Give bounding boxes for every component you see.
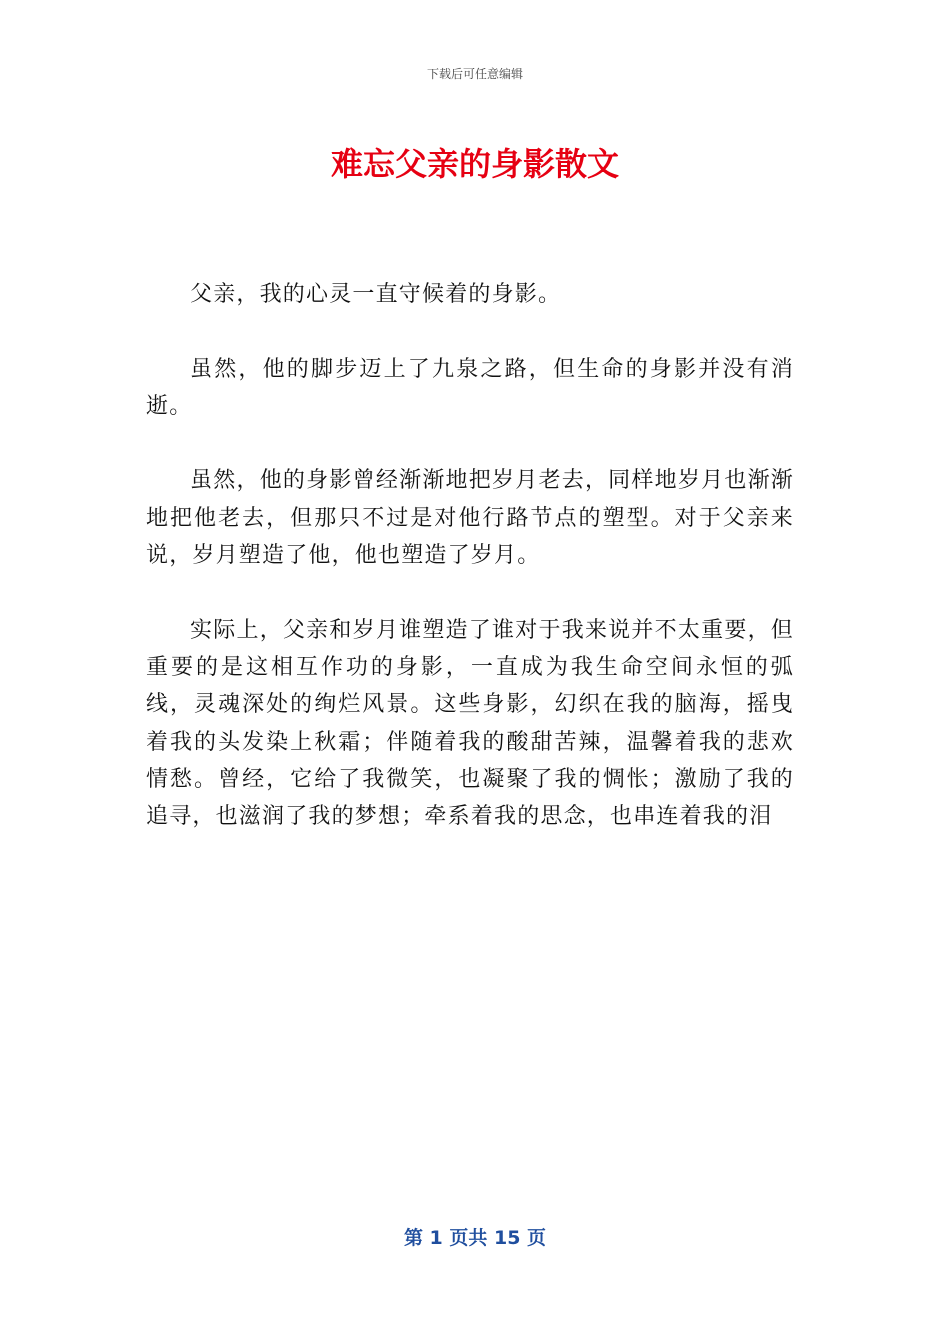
document-body: [146, 276, 794, 835]
paragraph: 父亲，我的心灵一直守候着的身影。: [190, 282, 562, 307]
paragraph: 虽然，他的脚步迈上了九泉之路，但生命的身影并没有消逝。: [146, 356, 794, 419]
paragraph: 实际上，父亲和岁月谁塑造了谁对于我来说并不太重要，但重要的是这相互作功的身影，一直成为我生命空间永恒的弧线，灵魂深处的绚烂风景。这些身影，幻织在我的脑海，摇曳着我的头发染上秋霜；伴随着我的酸甜苦辣，温馨着我的悲欢情愁。曾经，它给了我微笑，也凝聚了我的惆怅；激励了我的追寻，也滋润了我的梦想；牵系着我的思念，也串连着我的泪: [146, 617, 794, 830]
document-title: 难忘父亲的身影散文: [330, 145, 619, 183]
paragraph: 虽然，他的身影曾经渐渐地把岁月老去，同样地岁月也渐渐地把他老去，但那只不过是对他行路节点的塑型。对于父亲来说，岁月塑造了他，他也塑造了岁月。: [146, 468, 794, 569]
header-note: 下载后可任意编辑: [426, 67, 523, 81]
page-number-footer: 第 1 页共 15 页: [403, 1227, 547, 1249]
